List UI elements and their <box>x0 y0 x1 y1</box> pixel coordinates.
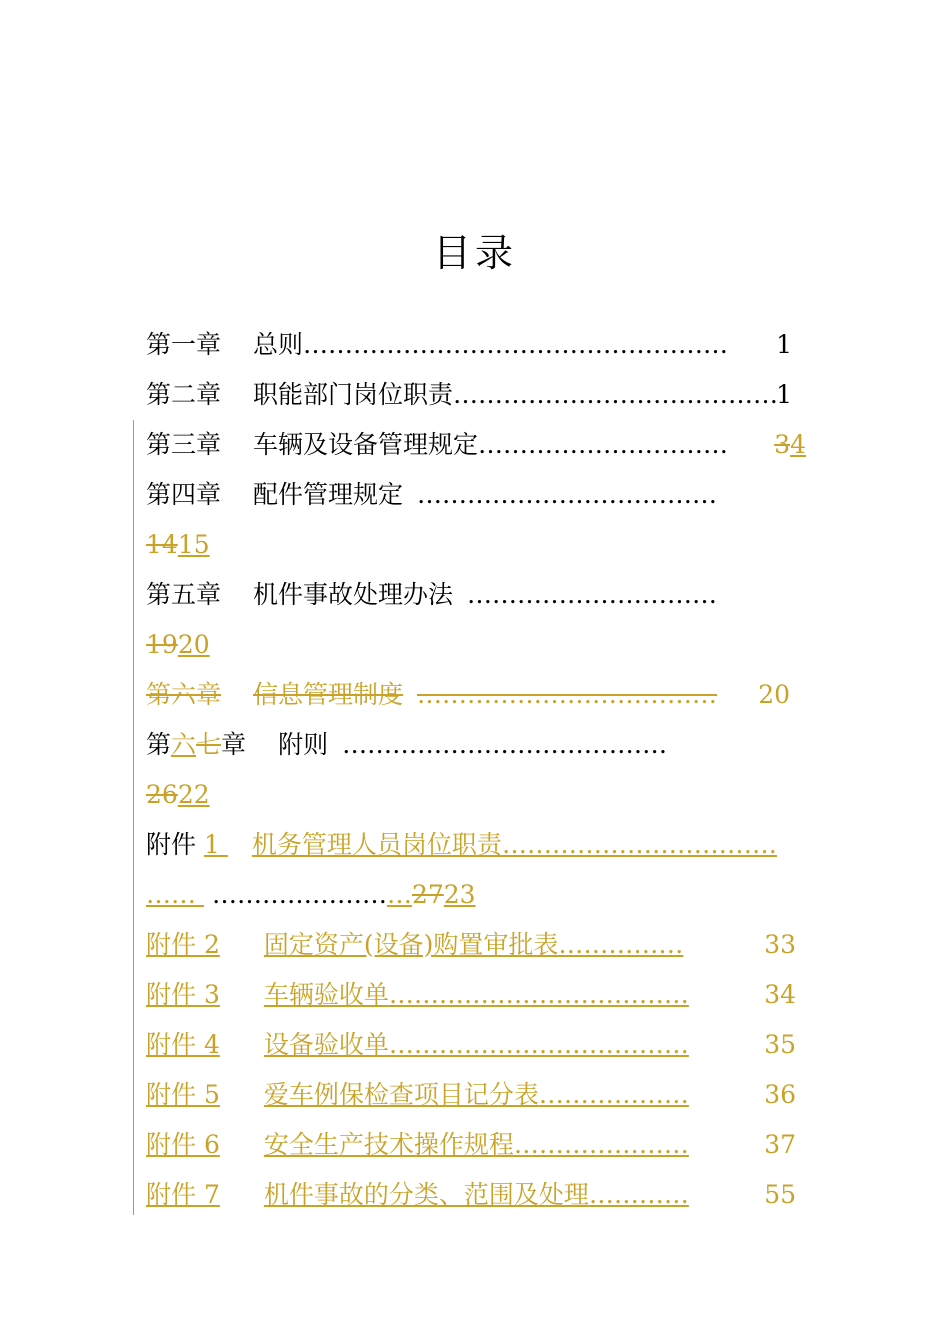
attachment-page: 37 <box>764 1130 796 1159</box>
attachment-page: 35 <box>764 1030 796 1059</box>
toc-page: 1 <box>776 380 792 409</box>
attachment-label: 附件 6 <box>146 1130 220 1159</box>
attachment-entry[interactable] <box>146 1080 796 1110</box>
attachment-name: 设备验收单 <box>263 1030 389 1059</box>
revision-change-bar <box>133 420 134 1215</box>
toc-entry-1[interactable] <box>146 330 796 360</box>
attachment-dots-new: … <box>386 880 412 909</box>
toc-chapter: 第五章 <box>146 580 222 609</box>
attachment-label: 附件 7 <box>146 1180 220 1209</box>
inserted-space <box>220 830 252 860</box>
attachment-prefix: 附件 <box>146 830 197 859</box>
toc-entry-7-page <box>146 780 210 810</box>
deleted-page: 27 <box>411 880 444 909</box>
deleted-page: 26 <box>146 780 178 809</box>
toc-name: 职能部门岗位职责 <box>253 380 454 409</box>
inserted-space <box>196 880 204 909</box>
attachment-num: 1 <box>204 830 220 859</box>
toc-entry-6-deleted[interactable] <box>146 680 796 710</box>
attachment-entry[interactable] <box>146 980 796 1010</box>
toc-chapter: 第二章 <box>146 380 222 409</box>
attachment-name: 爱车例保检查项目记分表 <box>263 1080 539 1109</box>
deleted-page: 14 <box>146 530 178 559</box>
toc-dots: ………………………… <box>478 430 729 459</box>
toc-name: 机件事故处理办法 <box>253 580 454 609</box>
toc-entry-2[interactable] <box>146 380 796 410</box>
attachment-entry-1[interactable] <box>146 830 777 860</box>
attachment-label: 附件 2 <box>146 930 220 959</box>
toc-chapter: 第一章 <box>146 330 222 359</box>
toc-entry-7[interactable] <box>146 730 667 760</box>
attachment-dots: ………………… <box>513 1130 689 1159</box>
attachment-dots: ……………… <box>538 1080 689 1109</box>
toc-name: 信息管理制度 <box>253 680 404 709</box>
toc-chapter-suffix: 章 <box>221 730 247 759</box>
deleted-chapter-num: 七 <box>196 730 222 759</box>
attachment-page: 34 <box>764 980 796 1009</box>
inserted-page: 15 <box>177 530 210 559</box>
toc-page: 1 <box>776 330 792 359</box>
inserted-chapter-num: 六 <box>171 730 197 759</box>
attachment-name: 机务管理人员岗位职责 <box>251 830 502 859</box>
attachment-name: 固定资产(设备)购置审批表 <box>263 930 559 959</box>
toc-page: 20 <box>758 680 790 709</box>
deleted-page: 3 <box>774 430 791 459</box>
toc-dots: ………………………………… <box>453 380 779 409</box>
toc-entry-3[interactable] <box>146 430 806 460</box>
inserted-page: 23 <box>443 880 476 909</box>
attachment-dots: …………… <box>558 930 684 959</box>
attachment-page: 33 <box>764 930 796 959</box>
attachment-entry[interactable] <box>146 930 796 960</box>
toc-chapter-prefix: 第 <box>146 730 172 759</box>
attachment-dots: ……………………………… <box>388 980 689 1009</box>
toc-entry-4-page <box>146 530 210 560</box>
toc-dots: …………………………………………… <box>303 330 729 359</box>
attachment-page: 36 <box>764 1080 796 1109</box>
inserted-page: 20 <box>177 630 210 659</box>
attachment-dots: …………………………… <box>501 830 777 859</box>
toc-name: 附则 <box>278 730 329 759</box>
page-title: 目录 <box>432 231 517 275</box>
attachment-label: 附件 4 <box>146 1030 220 1059</box>
attachment-entry-1-continued <box>146 880 476 910</box>
toc-chapter: 第六章 <box>146 680 222 709</box>
attachment-name: 机件事故的分类、范围及处理 <box>263 1180 589 1209</box>
attachment-dots-old: ………………… <box>211 880 387 909</box>
toc-name: 车辆及设备管理规定 <box>253 430 479 459</box>
toc-dots: ………………………………… <box>342 730 668 759</box>
attachment-name: 安全生产技术操作规程 <box>263 1130 514 1159</box>
attachment-dots: ……………………………… <box>388 1030 689 1059</box>
attachment-dots: ………… <box>588 1180 689 1209</box>
attachment-page: 55 <box>764 1180 796 1209</box>
toc-entry-5-page <box>146 630 210 660</box>
inserted-page: 22 <box>177 780 210 809</box>
attachment-label: 附件 5 <box>146 1080 220 1109</box>
toc-chapter: 第三章 <box>146 430 222 459</box>
attachment-entry[interactable] <box>146 1130 796 1160</box>
toc-entry-4[interactable] <box>146 480 717 510</box>
toc-dots: ……………………………… <box>417 480 718 509</box>
deleted-page: 19 <box>146 630 178 659</box>
attachment-dots: …… <box>146 880 196 909</box>
inserted-page: 4 <box>790 430 806 459</box>
toc-dots: ……………………………… <box>417 680 718 709</box>
toc-name: 配件管理规定 <box>253 480 404 509</box>
toc-chapter: 第四章 <box>146 480 222 509</box>
attachment-entry[interactable] <box>146 1180 796 1210</box>
attachment-name: 车辆验收单 <box>263 980 389 1009</box>
toc-entry-5[interactable] <box>146 580 717 610</box>
attachment-label: 附件 3 <box>146 980 220 1009</box>
toc-dots: ………………………… <box>467 580 718 609</box>
attachment-entry[interactable] <box>146 1030 796 1060</box>
toc-page <box>774 430 806 460</box>
toc-name: 总则 <box>253 330 304 359</box>
